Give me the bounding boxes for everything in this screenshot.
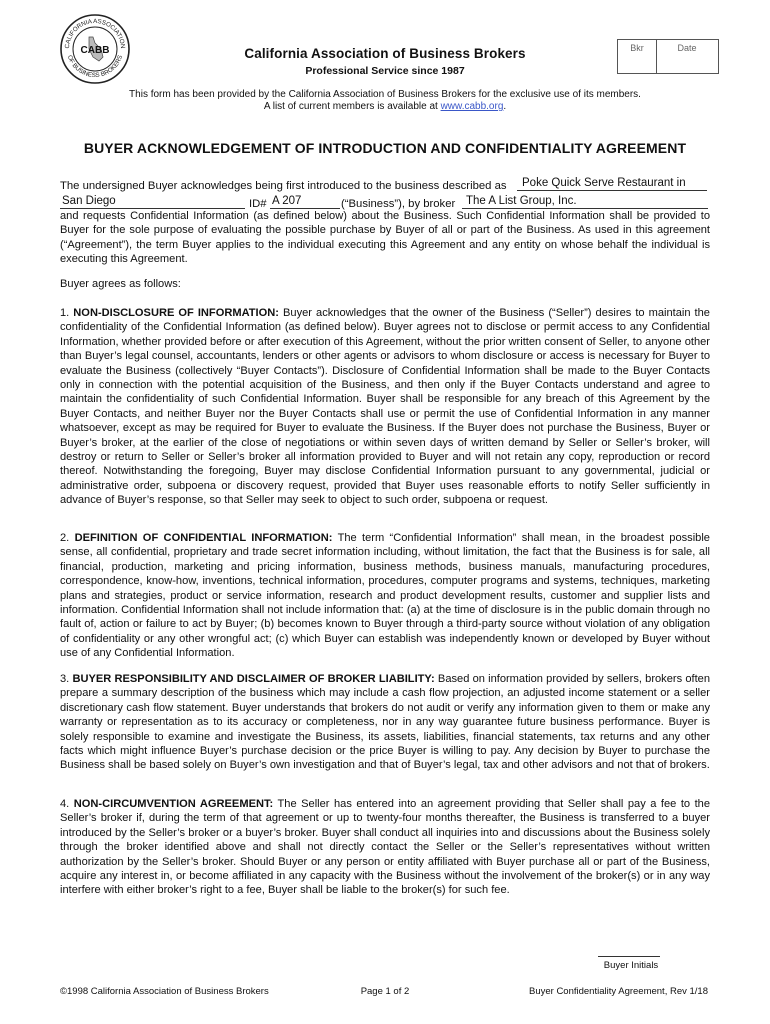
cabb-website-link[interactable]: www.cabb.org xyxy=(440,101,504,112)
business-name-value: Poke Quick Serve Restaurant in xyxy=(522,177,686,189)
buyer-initials-label: Buyer Initials xyxy=(603,960,659,971)
seal-top-text: CALIFORNIA ASSOCIATION xyxy=(63,17,127,49)
id-label: ID# xyxy=(249,198,267,210)
document-title: BUYER ACKNOWLEDGEMENT OF INTRODUCTION AND CONFIDENTIALITY AGREEMENT xyxy=(83,140,687,156)
section-heading: DEFINITION OF CONFIDENTIAL INFORMATION: xyxy=(74,532,333,544)
intro-paragraph: and requests Confidential Information (as defined below) about the Business. Such Confidential Information shall be provided to Buyer for the sole purpose of evaluating the possible purchase by Buyer of all or part of the Business. As used in this agreement (“Agreement”), the term Buyer applies to the individual executing this Agreement and any entity on whose behalf the individual is executing this Agreement. xyxy=(60,210,710,266)
intro-line-1 xyxy=(60,180,507,192)
section-non-disclosure xyxy=(60,306,710,508)
section-definition xyxy=(60,531,710,661)
business-label: (“Business”), by broker xyxy=(341,198,456,210)
id-value: A 207 xyxy=(272,195,302,207)
business-name-field[interactable] xyxy=(517,176,707,191)
footer-form-name: Buyer Confidentiality Agreement, Rev 1/18 xyxy=(528,986,708,997)
section-heading: NON-DISCLOSURE OF INFORMATION: xyxy=(73,307,279,319)
provided-line-1: This form has been provided by the California Association of Business Brokers for the exclusive use of its members. xyxy=(129,89,641,100)
section-number: 1. xyxy=(60,307,70,319)
provided-line-2 xyxy=(60,101,710,113)
bkr-date-box[interactable] xyxy=(617,39,719,74)
date-label: Date xyxy=(677,43,697,53)
section-text: The Seller has entered into an agreement providing that Seller shall pay a fee to the Seller’s broker if, during the term of that agreement or up to twenty-four months thereafter, the Business is transferred to a buyer introduced by the Seller’s broker or a buyer’s broker. Buyer shall conduct all inquiries into and discussions about the Business solely through the broker identified above and shall not directly contact the Seller or the Seller’s representatives without written authorization by the Seller’s broker. Should Buyer or any person or entity affiliated with Buyer purchase all or part of the Business, acquire any interest in, or become affiliated in any capacity with the Business without the involvement of the broker(s) or in any way interfere with either broker’s right to a fee, Buyer shall be liable to the broker(s) for such fee. xyxy=(60,798,710,897)
section-text: Based on information provided by sellers, brokers often prepare a summary description of the business which may include a cash flow projection, an adjusted income statement or a seller discretionary cash flow statement. Buyer understands that brokers do not audit or verify any information given to them or make any warranty or representation as to its accuracy or completeness, nor in any way guarantee future business performance. Buyer is solely responsible to examine and investigate the Business, its assets, liabilities, financial statements, tax returns and any other facts which might influence Buyer’s purchase decision or the price Buyer is willing to pay. Any decision by Buyer to purchase the Business shall be based solely on Buyer’s own investigation and that of Buyer’s legal, tax and other advisors and not that of brokers. xyxy=(60,673,711,772)
provided-suffix: . xyxy=(503,101,507,112)
cabb-seal-logo xyxy=(59,13,131,85)
section-number: 3. xyxy=(60,673,70,685)
org-tagline: Professional Service since 1987 xyxy=(305,65,465,77)
section-text: Buyer acknowledges that the owner of the Business (“Seller”) desires to maintain the confidentiality of the Confidential Information (as defined below). Buyer agrees not to disclose or permit access to any Confidential Information, whether provided before or after execution of this Agreement, without the prior written consent of Seller, to anyone other than Buyer’s legal counsel, accountants, lenders or other agents or advisors to whom disclosure or access is necessary for Buyer to evaluate the Business (collectively “Buyer Contacts”). Disclosure of Confidential Information shall be made to the Buyer Contacts only in connection with the potential acquisition of the Business, and then only if the Buyer Contacts understand and agree to maintain the confidentiality of such Confidential Information. Buyer shall be responsible for any breach of this Agreement by the Buyer Contacts, and neither Buyer nor the Buyer Contacts shall use or permit the use of Confidential Information in any manner whatsoever, except as may be required for Buyer to evaluate the Business. If the Buyer does not purchase the Business, Buyer or Buyer’s broker, at the earlier of the close of negotiations or within seven days of written demand by Seller or Seller’s broker, will destroy or return to Seller or Seller’s broker all information provided to Buyer and will not retain any copy, reproduction or record thereof. Notwithstanding the foregoing, Buyer may disclose Confidential Information pursuant to any governmental, judicial or administrative order, subpoena or discovery request, provided that Buyer uses reasonable efforts to notify Seller sufficiently in advance of Buyer’s response, so that Seller may seek to object to such order, subpoena or request. xyxy=(60,307,710,507)
section-buyer-responsibility xyxy=(60,672,710,773)
org-name: California Association of Business Brokers xyxy=(244,46,526,61)
broker-value: The A List Group, Inc. xyxy=(466,195,577,207)
provided-prefix: A list of current members is available at xyxy=(263,101,441,112)
section-number: 4. xyxy=(60,798,70,810)
section-heading: BUYER RESPONSIBILITY AND DISCLAIMER OF BROKER LIABILITY: xyxy=(72,673,435,685)
intro-text: The undersigned Buyer acknowledges being first introduced to the business described as xyxy=(60,180,507,192)
id-field[interactable] xyxy=(270,194,340,209)
provided-notice xyxy=(60,89,710,113)
city-value: San Diego xyxy=(62,195,116,207)
footer-copyright: ©1998 California Association of Business Brokers xyxy=(60,986,269,997)
section-text: The term “Confidential Information” shall mean, in the broadest possible sense, all confidential, proprietary and trade secret information including, without limitation, the fact that the Business is for sale, all financial, production, marketing and pricing information, business methods, business manuals, manufacturing procedures, correspondence, know-how, inventions, technical information, procedures, computer programs and systems, techniques, marketing plans and strategies, product or service information, research and product development results, customer and supplier lists and information. Confidential Information shall not include information that: (a) at the time of disclosure is in the public domain through no fault of, action or failure to act by Buyer; (b) becomes known to Buyer through a third-party source without violation of any obligation of confidentiality or any other wrongful act; (c) which Buyer can establish was independently known or developed by Buyer without use of any Confidential Information. xyxy=(60,532,710,660)
city-field[interactable] xyxy=(60,194,245,209)
footer-page-number: Page 1 of 2 xyxy=(360,986,410,997)
broker-field[interactable] xyxy=(462,194,708,209)
agrees-text: Buyer agrees as follows: xyxy=(60,278,181,290)
section-number: 2. xyxy=(60,532,70,544)
section-heading: NON-CIRCUMVENTION AGREEMENT: xyxy=(73,798,274,810)
seal-bottom-text: OF BUSINESS BROKERS xyxy=(65,54,125,80)
bkr-label: Bkr xyxy=(630,43,644,53)
seal-center-text: CABB xyxy=(80,45,110,56)
section-non-circumvention xyxy=(60,797,710,898)
buyer-initials-field[interactable] xyxy=(598,956,660,957)
